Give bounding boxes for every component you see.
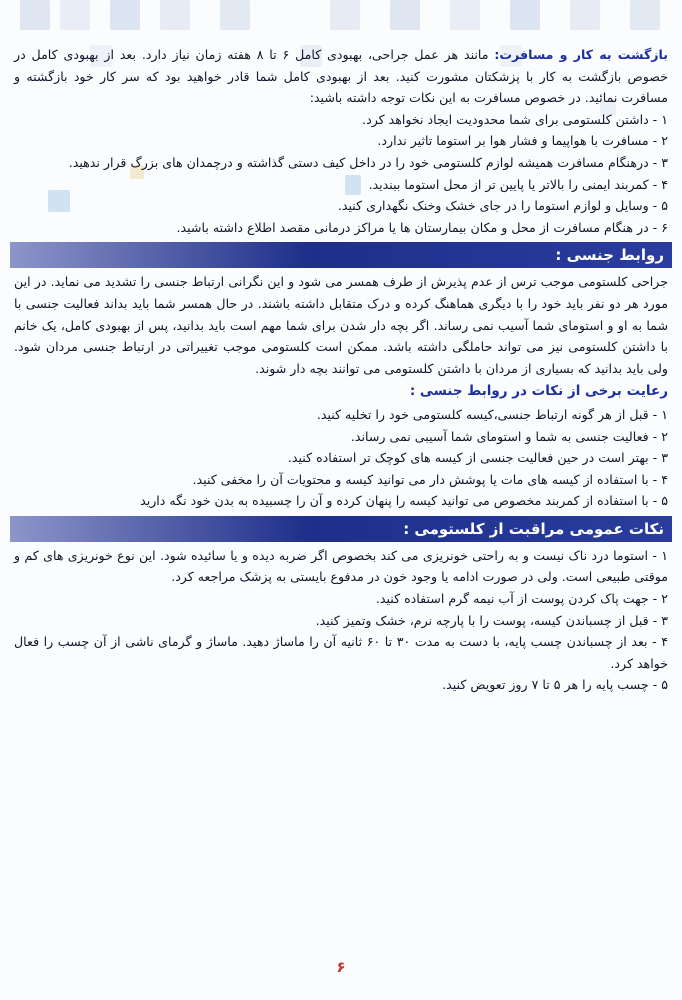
travel-intro bbox=[14, 44, 668, 109]
travel-heading: بازگشت به کار و مسافرت: bbox=[494, 47, 668, 62]
travel-item-4: ۴ - کمربند ایمنی را بالاتر یا پایین تر از محل استوما ببندید. bbox=[368, 176, 668, 192]
sexual-tip-5: ۵ - با استفاده از کمربند مخصوص می توانید کیسه را پنهان کرده و آن را چسبیده به بدن خود نگه دارید bbox=[140, 493, 668, 509]
travel-item-3: ۳ - درهنگام مسافرت همیشه لوازم کلستومی خود را در داخل کیف دستی گذاشته و درچمدان های بزرگ قرار ندهید. bbox=[68, 154, 668, 170]
travel-item-1: ۱ - داشتن کلستومی برای شما محدودیت ایجاد نخواهد کرد. bbox=[362, 111, 668, 127]
care-item-5: ۵ - چسب پایه را هر ۵ تا ۷ روز تعویض کنید. bbox=[442, 677, 668, 693]
care-item-4: ۴ - بعد از چسباندن چسب پایه، با دست به مدت ۳۰ تا ۶۰ ثانیه آن را ماساژ دهید. ماساژ و گرمای ناشی از آن چسب را فعال خواهد کرد. bbox=[14, 634, 668, 671]
page-content bbox=[14, 44, 668, 696]
sexual-tip-4: ۴ - با استفاده از کیسه های مات یا پوشش دار می توانید کیسه و محتویات آن را مخفی کنید. bbox=[192, 471, 668, 487]
general-care-heading: نکات عمومی مراقبت از کلستومی : bbox=[10, 516, 672, 542]
sexual-relations-body: جراحی کلستومی موجب ترس از عدم پذیرش از طرف همسر می شود و این نگرانی ارتباط جنسی را تشدید می نماید. در این مورد هر دو نفر باید خود را با دیگری هماهنگ کرده و درک متقابل داشته باشند. در حال همسر شما باید بداند فعالیت جنسی با شما به او و استومای شما آسیب نمی رساند. اگر بچه دار شدن برای شما مهم است باید بدانید، پس از بهبودی کامل، یک خانم با داشتن کلستومی نیز می تواند حاملگی داشته باشد. ممکن است کلستومی موجب تغییراتی در ارتباط جنسی مردان شود. ولی باید بدانید که بسیاری از مردان با داشتن کلستومی می توانند بچه دار شوند. bbox=[14, 274, 668, 376]
sexual-tip-2: ۲ - فعالیت جنسی به شما و استومای شما آسیبی نمی رساند. bbox=[350, 428, 668, 444]
care-item-2: ۲ - جهت پاک کردن پوست از آب نیمه گرم استفاده کنید. bbox=[375, 591, 668, 607]
travel-intro-text: مانند هر عمل جراحی، بهبودی کامل ۶ تا ۸ هفته زمان نیاز دارد. بعد از بهبودی کامل در خصوص بازگشت به کار با پزشکتان مشورت کنید. بعد از بهبودی کامل شما قادر خواهید بود که سر کار خود بازگشته و مسافرت نمائید. در خصوص مسافرت به این نکات توجه داشته باشید: bbox=[14, 47, 668, 106]
travel-item-2: ۲ - مسافرت با هواپیما و فشار هوا بر استوما تاثیر ندارد. bbox=[377, 133, 668, 149]
sexual-tip-1: ۱ - قبل از هر گونه ارتباط جنسی،کیسه کلستومی خود را تخلیه کنید. bbox=[316, 406, 668, 422]
sexual-tips-heading: رعایت برخی از نکات در روابط جنسی : bbox=[409, 383, 668, 400]
travel-item-5: ۵ - وسایل و لوازم استوما را در جای خشک وخنک نگهداری کنید. bbox=[337, 198, 668, 214]
travel-item-6: ۶ - در هنگام مسافرت از محل و مکان بیمارستان ها یا مراکز درمانی مقصد اطلاع داشته باشید. bbox=[176, 219, 668, 235]
care-item-1: ۱ - استوما درد ناک نیست و به راحتی خونریزی می کند بخصوص اگر ضربه دیده و یا سائیده شود. این نوع خونریزی های کم و موقتی طبیعی است. ولی در صورت ادامه یا وجود خون در مدفوع بایستی به پزشک مراجعه کرد. bbox=[14, 547, 668, 585]
sexual-relations-heading: روابط جنسی : bbox=[10, 242, 672, 268]
care-item-3: ۳ - قبل از چسباندن کیسه، پوست را با پارچه نرم، خشک وتمیز کنید. bbox=[315, 612, 668, 628]
sexual-tip-3: ۳ - بهتر است در حین فعالیت جنسی از کیسه های کوچک تر استفاده کنید. bbox=[287, 450, 668, 466]
page-number: ۶ bbox=[336, 958, 346, 976]
